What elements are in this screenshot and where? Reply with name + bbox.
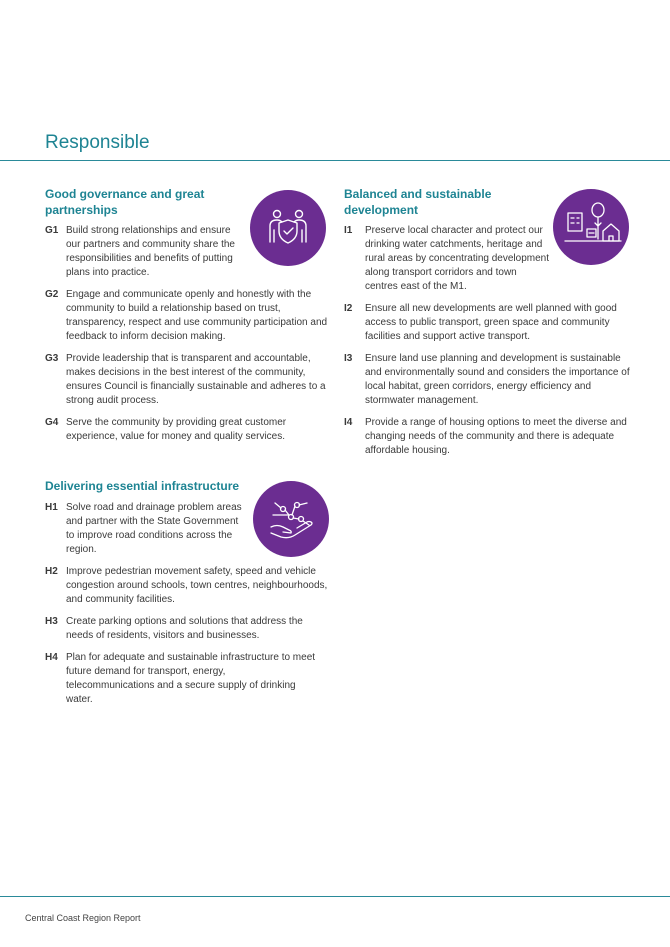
- item-text: Provide a range of housing options to meet the diverse and changing needs of the community and there is adequate affordable housing.: [365, 417, 627, 456]
- title-divider: [0, 160, 670, 161]
- town-tree-icon: [553, 189, 629, 265]
- item-text: Provide leadership that is transparent and accountable, makes decisions in the best interest of the community, ensures Council is financially sustainable and adheres to a strong audit process.: [66, 353, 326, 406]
- item-text: Ensure land use planning and development is sustainable and environmentally sound and considers the importance of local habitat, green corridors, energy efficiency and stormwater management.: [365, 353, 630, 406]
- item-text: Build strong relationships and ensure our partners and community share the responsibilities and benefits of putting plans into practice.: [66, 225, 235, 278]
- item-code: I3: [344, 353, 353, 364]
- item-text: Plan for adequate and sustainable infrastructure to meet future demand for transport, energy, telecommunications and a secure supply of drinking water.: [66, 651, 316, 705]
- shield-people-icon: [250, 190, 326, 266]
- list-item: [344, 352, 630, 408]
- item-text: Preserve local character and protect our drinking water catchments, heritage and rural areas by concentrating development along transport corridors and town centres east of the M1.: [365, 225, 549, 292]
- list-item: [45, 224, 246, 280]
- item-text: Engage and communicate openly and honestly with the community to build a relationship based on trust, transparency, respect and use community participation and feedback to inform decision making.: [66, 289, 328, 342]
- list-item: [45, 288, 330, 344]
- item-code: G2: [45, 289, 59, 300]
- list-item: [45, 501, 246, 557]
- item-code: H2: [45, 565, 58, 577]
- item-code: I1: [344, 225, 353, 236]
- list-item: [344, 416, 630, 458]
- list-item: [45, 615, 330, 643]
- item-text: Ensure all new developments are well planned with good access to public transport, green space and community facilities and support active transport.: [365, 303, 617, 342]
- section-heading: Balanced and sustainable development: [344, 187, 492, 217]
- item-text: Serve the community by providing great customer experience, value for money and quality services.: [66, 417, 287, 442]
- section-heading: Delivering essential infrastructure: [45, 479, 240, 493]
- item-text: Improve pedestrian movement safety, speed and vehicle congestion around schools, town centres, neighbourhoods, and community facilities.: [66, 565, 328, 605]
- item-code: I4: [344, 417, 353, 428]
- list-item: [344, 302, 630, 344]
- item-code: G4: [45, 417, 59, 428]
- list-item: [45, 416, 330, 444]
- list-item: [45, 352, 330, 408]
- item-code: G1: [45, 225, 59, 236]
- page-title: Responsible: [45, 132, 150, 153]
- item-text: Solve road and drainage problem areas and partner with the State Government to improve road conditions across the region.: [66, 501, 242, 555]
- item-code: H1: [45, 501, 58, 513]
- list-item: [45, 565, 331, 607]
- item-code: I2: [344, 303, 353, 314]
- network-hand-icon: [253, 481, 329, 557]
- section-heading: Good governance and great partnerships: [45, 187, 205, 217]
- item-code: G3: [45, 353, 59, 364]
- list-item: [45, 651, 316, 707]
- item-code: H3: [45, 615, 58, 627]
- item-text: Create parking options and solutions that address the needs of residents, visitors and businesses.: [66, 615, 303, 641]
- footer-text: Central Coast Region Report: [25, 913, 141, 923]
- footer-divider: [0, 896, 670, 897]
- item-code: H4: [45, 651, 58, 663]
